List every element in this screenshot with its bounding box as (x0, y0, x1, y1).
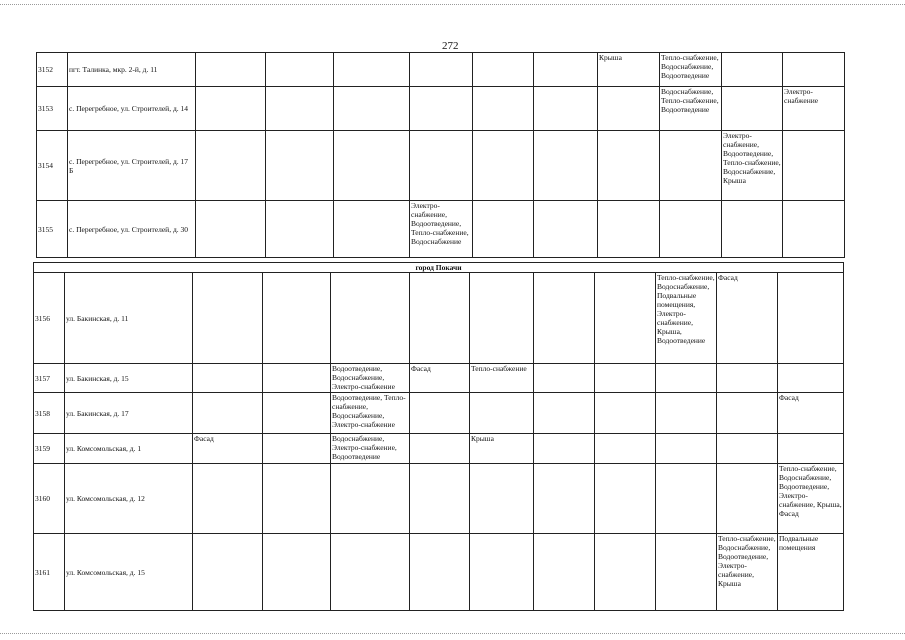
work-cell (196, 201, 266, 258)
row-number: 3158 (34, 393, 65, 434)
work-cell (266, 87, 334, 131)
work-cell (656, 534, 717, 611)
table-row (34, 393, 844, 434)
work-cell (656, 364, 717, 393)
address-cell: ул. Комсомольская, д. 12 (65, 464, 193, 534)
work-cell (534, 131, 598, 201)
work-cell (722, 201, 783, 258)
row-number: 3160 (34, 464, 65, 534)
work-cell: Тепло-снабжение, Водоснабжение, Водоотведение, Электро-снабжение, Крыша, Фасад (778, 464, 844, 534)
work-cell (595, 393, 656, 434)
work-cell (534, 393, 595, 434)
table-row (37, 201, 845, 258)
work-cell: Фасад (410, 364, 470, 393)
work-cell (193, 464, 263, 534)
work-cell: Водоснабжение, Тепло-снабжение, Водоотведение (660, 87, 722, 131)
row-number: 3156 (34, 273, 65, 364)
work-cell (410, 131, 473, 201)
work-cell (263, 434, 331, 464)
work-cell (783, 131, 845, 201)
work-cell (595, 364, 656, 393)
row-number: 3161 (34, 534, 65, 611)
work-cell (193, 534, 263, 611)
work-cell (196, 87, 266, 131)
work-cell (660, 131, 722, 201)
work-cell (778, 434, 844, 464)
work-cell (470, 464, 534, 534)
pokachi-table (33, 262, 844, 611)
work-cell (193, 364, 263, 393)
work-cell (196, 53, 266, 87)
work-cell (595, 434, 656, 464)
work-cell (656, 434, 717, 464)
work-cell (473, 131, 534, 201)
work-cell (717, 393, 778, 434)
work-cell (470, 393, 534, 434)
work-cell: Тепло-снабжение (470, 364, 534, 393)
work-cell (534, 273, 595, 364)
work-cell (660, 201, 722, 258)
scan-edge-top (0, 4, 905, 5)
table-row (34, 464, 844, 534)
work-cell (598, 201, 660, 258)
work-cell: Электро-снабжение (783, 87, 845, 131)
work-cell (410, 464, 470, 534)
work-cell (534, 534, 595, 611)
work-cell (722, 87, 783, 131)
work-cell (331, 273, 410, 364)
address-cell: ул. Бакинская, д. 17 (65, 393, 193, 434)
table-row (34, 364, 844, 393)
work-cell (331, 464, 410, 534)
work-cell (598, 87, 660, 131)
work-cell (534, 434, 595, 464)
address-cell: с. Перегребное, ул. Строителей, д. 14 (68, 87, 196, 131)
work-cell (263, 364, 331, 393)
row-number: 3157 (34, 364, 65, 393)
work-cell (263, 273, 331, 364)
row-number: 3153 (37, 87, 68, 131)
row-number: 3159 (34, 434, 65, 464)
table-row (37, 131, 845, 201)
work-cell (656, 464, 717, 534)
work-cell (783, 53, 845, 87)
page-number: 272 (442, 40, 459, 52)
work-cell (534, 464, 595, 534)
work-cell (595, 273, 656, 364)
work-cell (717, 364, 778, 393)
work-cell (534, 53, 598, 87)
work-cell (331, 534, 410, 611)
work-cell (656, 393, 717, 434)
work-cell (263, 393, 331, 434)
work-cell: Крыша (470, 434, 534, 464)
work-cell (196, 131, 266, 201)
work-cell (263, 464, 331, 534)
table-row (34, 273, 844, 364)
table-row (34, 434, 844, 464)
row-number: 3154 (37, 131, 68, 201)
work-cell (410, 273, 470, 364)
work-cell (717, 434, 778, 464)
work-cell (410, 534, 470, 611)
address-cell: ул. Комсомольская, д. 15 (65, 534, 193, 611)
work-cell: Тепло-снабжение, Водоснабжение, Подвальные помещения, Электро-снабжение, Крыша, Водоотведение (656, 273, 717, 364)
work-cell: Фасад (778, 393, 844, 434)
upper-table (36, 52, 845, 258)
work-cell (473, 53, 534, 87)
work-cell (534, 201, 598, 258)
work-cell (722, 53, 783, 87)
table-row (37, 53, 845, 87)
work-cell (334, 131, 410, 201)
address-cell: ул. Комсомольская, д. 1 (65, 434, 193, 464)
work-cell: Водоотведение, Водоснабжение, Электро-снабжение (331, 364, 410, 393)
work-cell (534, 87, 598, 131)
address-cell: ул. Бакинская, д. 15 (65, 364, 193, 393)
work-cell (266, 201, 334, 258)
work-cell: Электро-снабжение, Водоотведение, Тепло-снабжение, Водоснабжение, Крыша (722, 131, 783, 201)
work-cell: Водоснабжение, Электро-снабжение, Водоотведение (331, 434, 410, 464)
table-row (34, 534, 844, 611)
section-header-row (34, 263, 844, 273)
work-cell (410, 434, 470, 464)
work-cell (410, 53, 473, 87)
work-cell (470, 534, 534, 611)
row-number: 3152 (37, 53, 68, 87)
work-cell (473, 87, 534, 131)
work-cell (266, 53, 334, 87)
address-cell: ул. Бакинская, д. 11 (65, 273, 193, 364)
work-cell: Тепло-снабжение, Водоснабжение, Водоотведение (660, 53, 722, 87)
work-cell (410, 393, 470, 434)
work-cell (334, 53, 410, 87)
address-cell: с. Перегребное, ул. Строителей, д. 17 Б (68, 131, 196, 201)
work-cell (783, 201, 845, 258)
work-cell (717, 464, 778, 534)
work-cell (334, 201, 410, 258)
work-cell: Водоотведение, Тепло-снабжение, Водоснабжение, Электро-снабжение (331, 393, 410, 434)
work-cell (778, 273, 844, 364)
address-cell: с. Перегребное, ул. Строителей, д. 30 (68, 201, 196, 258)
work-cell (598, 131, 660, 201)
work-cell (778, 364, 844, 393)
work-cell (193, 393, 263, 434)
address-cell: пгт. Талинка, мкр. 2-й, д. 11 (68, 53, 196, 87)
work-cell (473, 201, 534, 258)
work-cell (534, 364, 595, 393)
work-cell (595, 534, 656, 611)
work-cell (266, 131, 334, 201)
work-cell (334, 87, 410, 131)
work-cell (595, 464, 656, 534)
scan-edge-bottom (0, 633, 905, 634)
work-cell: Тепло-снабжение, Водоснабжение, Водоотведение, Электро-снабжение, Крыша (717, 534, 778, 611)
table-row (37, 87, 845, 131)
section-title: город Покачи (34, 263, 844, 273)
work-cell: Крыша (598, 53, 660, 87)
work-cell (263, 534, 331, 611)
work-cell: Электро-снабжение, Водоотведение, Тепло-снабжение, Водоснабжение (410, 201, 473, 258)
row-number: 3155 (37, 201, 68, 258)
work-cell (410, 87, 473, 131)
work-cell: Фасад (193, 434, 263, 464)
work-cell (470, 273, 534, 364)
work-cell (193, 273, 263, 364)
work-cell: Фасад (717, 273, 778, 364)
work-cell: Подвальные помещения (778, 534, 844, 611)
